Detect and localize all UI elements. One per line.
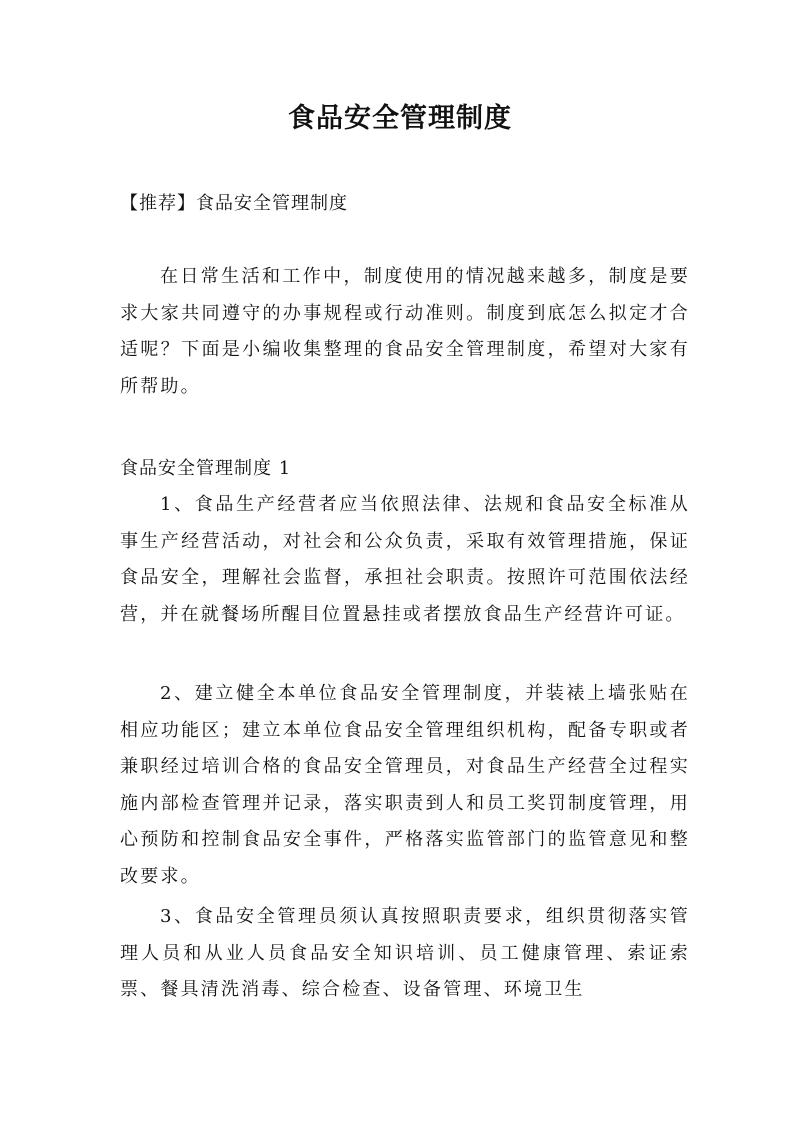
intro-paragraph: 在日常生活和工作中，制度使用的情况越来越多，制度是要求大家共同遵守的办事规程或行动准则。制度到底怎么拟定才合适呢？下面是小编收集整理的食品安全管理制度，希望对大家有所帮助。 <box>120 266 690 397</box>
paragraph-item-1: 1、食品生产经营者应当依照法律、法规和食品安全标准从事生产经营活动，对社会和公众负责，采取有效管理措施，保证食品安全，理解社会监督，承担社会职责。按照许可范围依法经营，并在就餐场所醒目位置悬挂或者摆放食品生产经营许可证。 <box>120 494 690 625</box>
recommend-line: 【推荐】食品安全管理制度 <box>120 193 348 214</box>
paragraph-item-2: 2、建立健全本单位食品安全管理制度，并装裱上墙张贴在相应功能区；建立本单位食品安全管理组织机构，配备专职或者兼职经过培训合格的食品安全管理员，对食品生产经营全过程实施内部检查管理并记录，落实职责到人和员工奖罚制度管理，用心预防和控制食品安全事件，严格落实监管部门的监管意见和整改要求。 <box>120 683 690 887</box>
paragraph-item-3: 3、食品安全管理员须认真按照职责要求，组织贯彻落实管理人员和从业人员食品安全知识培训、员工健康管理、索证索票、餐具清洗消毒、综合检查、设备管理、环境卫生 <box>120 906 690 1000</box>
section-heading: 食品安全管理制度 1 <box>120 458 292 479</box>
document-title: 食品安全管理制度 <box>288 103 512 134</box>
